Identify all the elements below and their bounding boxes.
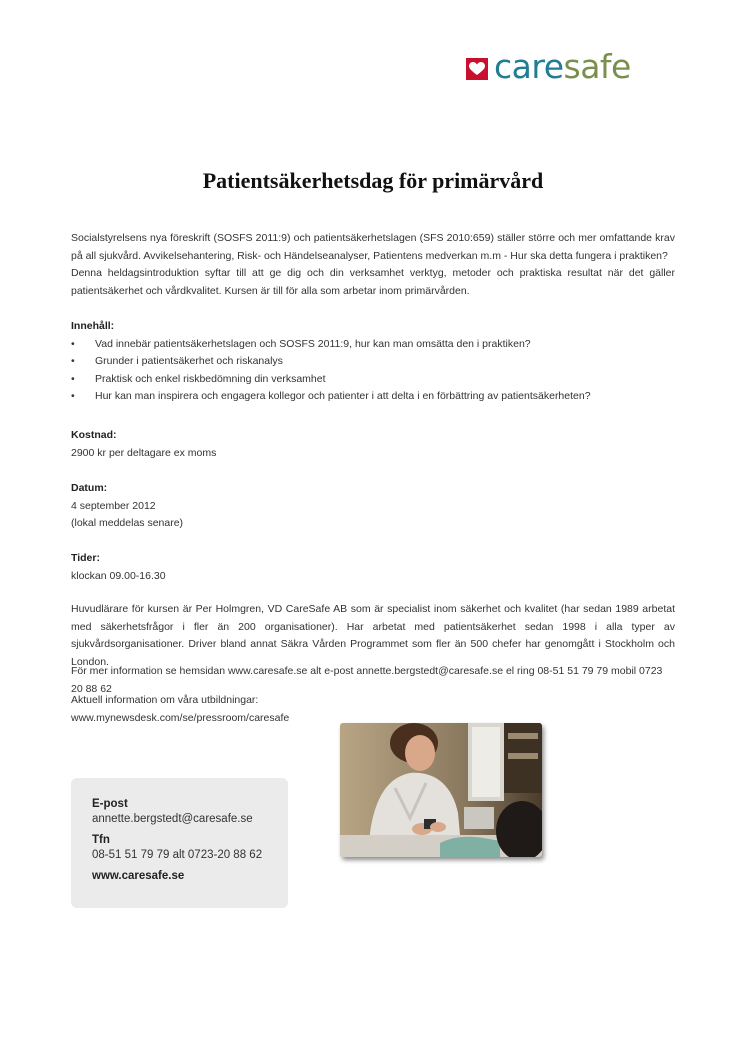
cost-heading: Kostnad: bbox=[71, 429, 117, 441]
date-heading: Datum: bbox=[71, 482, 108, 494]
phone-number: 08-51 51 79 79 alt 0723-20 88 62 bbox=[92, 849, 263, 861]
email-label: E-post bbox=[92, 798, 128, 810]
cost-value: 2900 kr per deltagare ex moms bbox=[71, 446, 217, 459]
list-item: • Hur kan man inspirera och engagera kollegor och patienter i att delta i en förbättring av patientsäkerheten? bbox=[71, 388, 675, 406]
times-heading: Tider: bbox=[71, 552, 100, 564]
news-section bbox=[71, 692, 675, 727]
teacher-section bbox=[71, 601, 675, 671]
caresafe-logo bbox=[466, 47, 631, 86]
news-label: Aktuell information om våra utbildningar: bbox=[71, 694, 259, 706]
intro-paragraph-1: Socialstyrelsens nya föreskrift (SOSFS 2011:9) och patientsäkerhetslagen (SFS 2010:659) ställer större och mer omfattande krav på all sjukvård. Avvikelsehantering, Risk- och Händelseanalyser, Patientens medverkan m.m - Hur ska detta fungera i praktiken? bbox=[71, 232, 675, 262]
content-heading: Innehåll: bbox=[71, 320, 115, 332]
date-section bbox=[71, 480, 675, 533]
times-section bbox=[71, 550, 675, 585]
page-title: Patientsäkerhetsdag för primärvård bbox=[202, 168, 544, 193]
intro bbox=[71, 230, 675, 300]
nurse-photo bbox=[340, 723, 542, 857]
website-link[interactable]: www.caresafe.se bbox=[92, 870, 185, 882]
content-list bbox=[71, 336, 675, 406]
news-link[interactable]: www.mynewsdesk.com/se/pressroom/caresafe bbox=[71, 711, 290, 724]
content-section bbox=[71, 318, 675, 406]
intro-paragraph-2: Denna heldagsintroduktion syftar till att ge dig och din verksamhet verktyg, metoder och praktiska resultat när det gäller patientsäkerhet och vårdkvalitet. Kursen är till för alla som arbetar inom primärvården. bbox=[71, 267, 675, 297]
date-note: (lokal meddelas senare) bbox=[71, 517, 184, 529]
logo-care: care bbox=[494, 47, 564, 86]
list-item: • Praktisk och enkel riskbedömning din verksamhet bbox=[71, 371, 675, 389]
date-value: 4 september 2012 bbox=[71, 499, 156, 512]
teacher-paragraph: Huvudlärare för kursen är Per Holmgren, VD CareSafe AB som är specialist inom säkerhet och kvalitet (har sedan 1989 arbetat med säkerhetsfrågor i fler än 200 organisationer). Har arbetat med patientsäkerhet sedan 1998 i alla typer av sjukvårdsorganisationer. Driver bland annat Säkra Vården Programmet som fler än 500 chefer har genomgått i Stockholm och London. bbox=[71, 603, 675, 668]
times-value: klockan 09.00-16.30 bbox=[71, 569, 166, 582]
heart-icon bbox=[466, 58, 488, 80]
list-item: • Vad innebär patientsäkerhetslagen och SOSFS 2011:9, hur kan man omsätta den i praktiken? bbox=[71, 336, 675, 354]
more-info-text: För mer information se hemsidan www.caresafe.se alt e-post annette.bergstedt@caresafe.se el ring 08-51 51 79 79 mobil 0723 20 88 62 bbox=[71, 665, 663, 695]
cost-section bbox=[71, 427, 675, 462]
contact-details bbox=[92, 797, 262, 884]
logo-wordmark bbox=[494, 47, 631, 86]
email-link[interactable]: annette.bergstedt@caresafe.se bbox=[92, 813, 253, 825]
phone-label: Tfn bbox=[92, 834, 110, 846]
logo-safe: safe bbox=[563, 47, 631, 86]
contact-box bbox=[71, 778, 288, 908]
list-item: • Grunder i patientsäkerhet och riskanalys bbox=[71, 353, 675, 371]
